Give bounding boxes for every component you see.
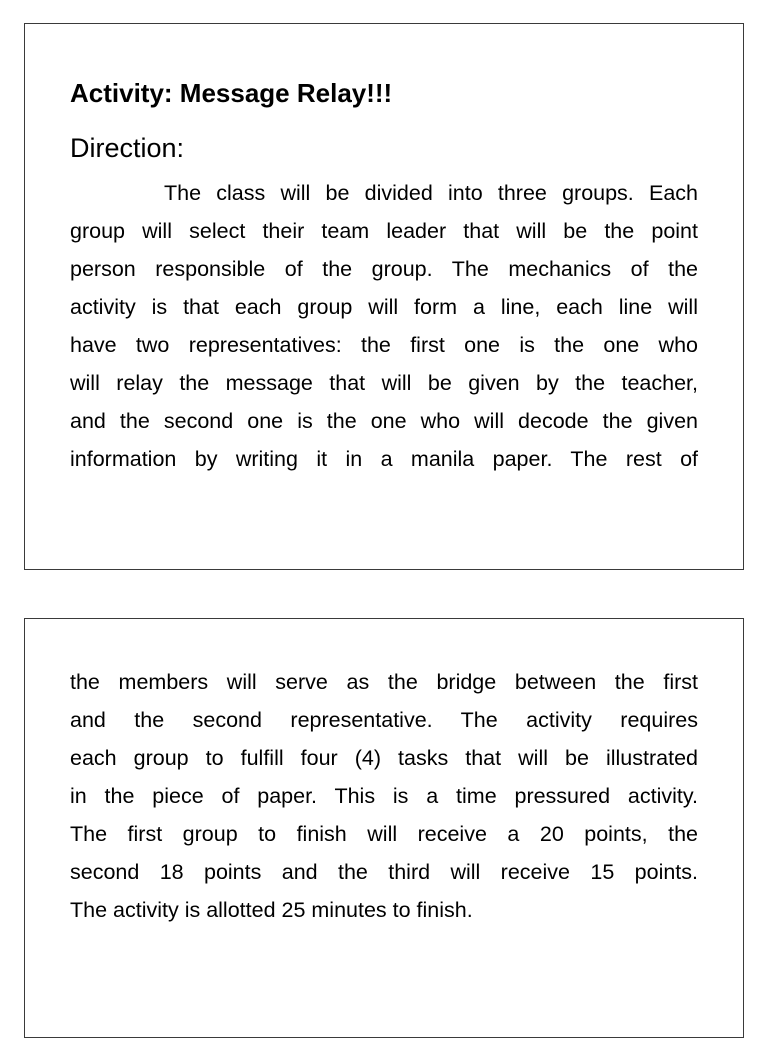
direction-paragraph-part-1 bbox=[70, 174, 698, 478]
direction-paragraph-part-2 bbox=[70, 663, 698, 929]
paragraph-line: in the piece of paper. This is a time pressured activity. bbox=[70, 784, 698, 808]
paragraph-line: second 18 points and the third will receive 15 points. bbox=[70, 860, 698, 884]
page-2-content bbox=[70, 663, 698, 929]
paragraph-line: The first group to finish will receive a 20 points, the bbox=[70, 822, 698, 846]
page-1-content bbox=[70, 76, 698, 478]
direction-heading: Direction: bbox=[70, 133, 185, 163]
paragraph-line: person responsible of the group. The mechanics of the bbox=[70, 257, 698, 281]
paragraph-line: the members will serve as the bridge between the first bbox=[70, 670, 698, 694]
activity-title: Activity: Message Relay!!! bbox=[70, 78, 393, 108]
paragraph-line: The activity is allotted 25 minutes to finish. bbox=[70, 898, 473, 922]
paragraph-line: The class will be divided into three groups. Each bbox=[164, 181, 698, 205]
paragraph-line: each group to fulfill four (4) tasks that will be illustrated bbox=[70, 746, 698, 770]
paragraph-line: information by writing it in a manila paper. The rest of bbox=[70, 447, 698, 471]
document-page-1 bbox=[24, 23, 744, 570]
paragraph-line: and the second representative. The activity requires bbox=[70, 708, 698, 732]
paragraph-line: and the second one is the one who will decode the given bbox=[70, 409, 698, 433]
paragraph-line: activity is that each group will form a line, each line will bbox=[70, 295, 698, 319]
paragraph-line: will relay the message that will be given by the teacher, bbox=[70, 371, 698, 395]
document-page-2 bbox=[24, 618, 744, 1038]
paragraph-line: group will select their team leader that will be the point bbox=[70, 219, 698, 243]
paragraph-line: have two representatives: the first one is the one who bbox=[70, 333, 698, 357]
